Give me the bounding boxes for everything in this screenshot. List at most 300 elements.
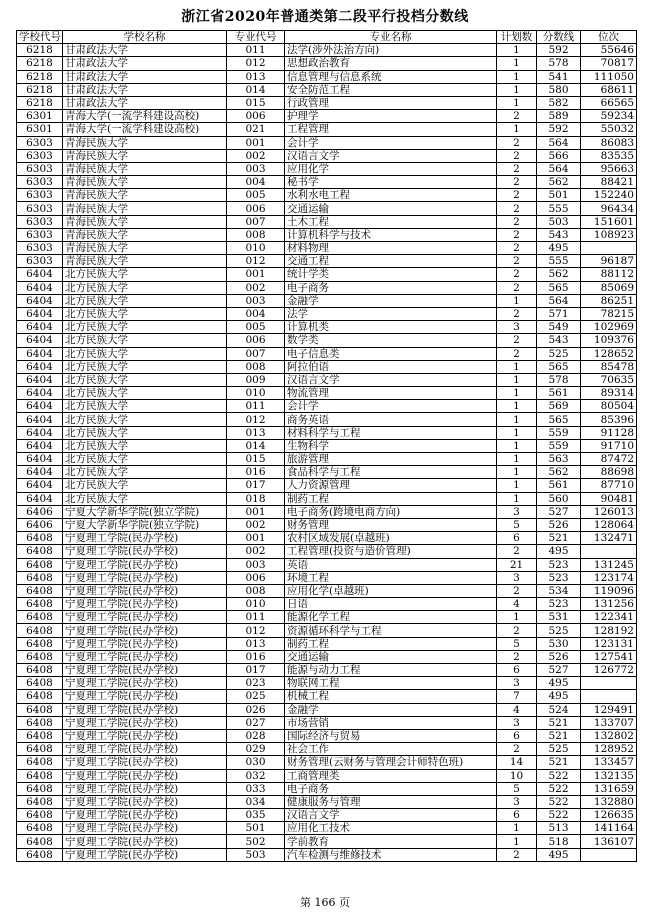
major-name-cell: 行政管理 xyxy=(285,96,497,109)
school-code-cell: 6218 xyxy=(17,44,63,57)
score-line-cell: 521 xyxy=(537,729,581,742)
major-code-cell: 002 xyxy=(227,518,285,531)
score-line-cell: 522 xyxy=(537,795,581,808)
school-name-cell: 北方民族大学 xyxy=(63,373,227,386)
plan-count-cell: 14 xyxy=(497,756,537,769)
school-name-cell: 甘肃政法大学 xyxy=(63,44,227,57)
school-code-cell: 6408 xyxy=(17,769,63,782)
score-line-cell: 525 xyxy=(537,347,581,360)
school-code-cell: 6408 xyxy=(17,835,63,848)
plan-count-cell: 1 xyxy=(497,360,537,373)
major-code-cell: 006 xyxy=(227,334,285,347)
score-line-cell: 562 xyxy=(537,176,581,189)
rank-cell: 88112 xyxy=(581,268,637,281)
plan-count-cell: 2 xyxy=(497,242,537,255)
plan-count-cell: 1 xyxy=(497,453,537,466)
score-line-cell: 518 xyxy=(537,835,581,848)
table-row xyxy=(17,822,637,835)
school-name-cell: 青海民族大学 xyxy=(63,202,227,215)
school-code-cell: 6408 xyxy=(17,822,63,835)
school-name-cell: 甘肃政法大学 xyxy=(63,96,227,109)
major-name-cell: 交通运输 xyxy=(285,202,497,215)
rank-cell: 83535 xyxy=(581,149,637,162)
major-name-cell: 资源循环科学与工程 xyxy=(285,624,497,637)
school-code-cell: 6404 xyxy=(17,347,63,360)
school-name-cell: 青海民族大学 xyxy=(63,136,227,149)
score-line-cell: 495 xyxy=(537,677,581,690)
score-line-cell: 555 xyxy=(537,202,581,215)
school-code-cell: 6408 xyxy=(17,532,63,545)
table-row xyxy=(17,492,637,505)
plan-count-cell: 2 xyxy=(497,281,537,294)
table-row xyxy=(17,532,637,545)
major-code-cell: 030 xyxy=(227,756,285,769)
major-name-cell: 会计学 xyxy=(285,400,497,413)
school-name-cell: 北方民族大学 xyxy=(63,347,227,360)
school-code-cell: 6404 xyxy=(17,307,63,320)
plan-count-cell: 1 xyxy=(497,400,537,413)
table-row xyxy=(17,255,637,268)
table-row xyxy=(17,848,637,861)
major-code-cell: 010 xyxy=(227,387,285,400)
major-code-cell: 010 xyxy=(227,598,285,611)
school-name-cell: 北方民族大学 xyxy=(63,466,227,479)
school-name-cell: 北方民族大学 xyxy=(63,400,227,413)
major-name-cell: 信息管理与信息系统 xyxy=(285,70,497,83)
major-code-cell: 009 xyxy=(227,373,285,386)
rank-cell: 132880 xyxy=(581,795,637,808)
plan-count-cell: 1 xyxy=(497,439,537,452)
score-line-cell: 562 xyxy=(537,466,581,479)
school-code-cell: 6408 xyxy=(17,795,63,808)
major-name-cell: 电子商务 xyxy=(285,782,497,795)
major-name-cell: 市场营销 xyxy=(285,716,497,729)
major-name-cell: 会计学 xyxy=(285,136,497,149)
score-line-cell: 503 xyxy=(537,215,581,228)
plan-count-cell: 2 xyxy=(497,189,537,202)
major-code-cell: 014 xyxy=(227,439,285,452)
school-name-cell: 北方民族大学 xyxy=(63,268,227,281)
school-code-cell: 6408 xyxy=(17,690,63,703)
major-name-cell: 环境工程 xyxy=(285,571,497,584)
plan-count-cell: 1 xyxy=(497,492,537,505)
major-name-cell: 工程管理(投资与造价管理) xyxy=(285,545,497,558)
rank-cell: 119096 xyxy=(581,584,637,597)
rank-cell: 131256 xyxy=(581,598,637,611)
plan-count-cell: 1 xyxy=(497,83,537,96)
plan-count-cell: 6 xyxy=(497,532,537,545)
score-line-cell: 495 xyxy=(537,848,581,861)
major-code-cell: 002 xyxy=(227,545,285,558)
school-code-cell: 6301 xyxy=(17,123,63,136)
rank-cell: 133707 xyxy=(581,716,637,729)
plan-count-cell: 1 xyxy=(497,70,537,83)
school-code-cell: 6408 xyxy=(17,782,63,795)
school-code-cell: 6303 xyxy=(17,255,63,268)
major-name-cell: 工程管理 xyxy=(285,123,497,136)
plan-count-cell: 4 xyxy=(497,598,537,611)
plan-count-cell: 2 xyxy=(497,202,537,215)
plan-count-cell: 1 xyxy=(497,96,537,109)
school-name-cell: 宁夏理工学院(民办学校) xyxy=(63,637,227,650)
table-row xyxy=(17,584,637,597)
plan-count-cell: 6 xyxy=(497,664,537,677)
score-line-cell: 524 xyxy=(537,703,581,716)
major-name-cell: 财务管理(云财务与管理会计师特色班) xyxy=(285,756,497,769)
school-name-cell: 宁夏理工学院(民办学校) xyxy=(63,677,227,690)
major-code-cell: 004 xyxy=(227,176,285,189)
header-rank: 位次 xyxy=(581,31,637,44)
table-row xyxy=(17,466,637,479)
major-code-cell: 013 xyxy=(227,637,285,650)
rank-cell: 70635 xyxy=(581,373,637,386)
school-code-cell: 6404 xyxy=(17,321,63,334)
score-line-cell: 580 xyxy=(537,83,581,96)
plan-count-cell: 5 xyxy=(497,637,537,650)
school-name-cell: 宁夏理工学院(民办学校) xyxy=(63,822,227,835)
rank-cell: 87710 xyxy=(581,479,637,492)
plan-count-cell: 3 xyxy=(497,571,537,584)
school-code-cell: 6404 xyxy=(17,439,63,452)
table-row xyxy=(17,110,637,123)
plan-count-cell: 1 xyxy=(497,387,537,400)
major-name-cell: 交通工程 xyxy=(285,255,497,268)
major-code-cell: 001 xyxy=(227,268,285,281)
major-code-cell: 021 xyxy=(227,123,285,136)
school-code-cell: 6408 xyxy=(17,598,63,611)
school-name-cell: 宁夏理工学院(民办学校) xyxy=(63,835,227,848)
school-name-cell: 北方民族大学 xyxy=(63,479,227,492)
plan-count-cell: 1 xyxy=(497,822,537,835)
score-line-cell: 559 xyxy=(537,426,581,439)
score-line-cell: 534 xyxy=(537,584,581,597)
school-code-cell: 6406 xyxy=(17,505,63,518)
school-code-cell: 6303 xyxy=(17,176,63,189)
major-code-cell: 028 xyxy=(227,729,285,742)
plan-count-cell: 5 xyxy=(497,518,537,531)
score-table xyxy=(16,30,637,862)
table-row xyxy=(17,505,637,518)
major-code-cell: 012 xyxy=(227,413,285,426)
major-code-cell: 026 xyxy=(227,703,285,716)
table-row xyxy=(17,650,637,663)
table-row xyxy=(17,518,637,531)
major-name-cell: 数学类 xyxy=(285,334,497,347)
plan-count-cell: 1 xyxy=(497,479,537,492)
plan-count-cell: 2 xyxy=(497,307,537,320)
school-code-cell: 6218 xyxy=(17,70,63,83)
rank-cell: 89314 xyxy=(581,387,637,400)
school-name-cell: 北方民族大学 xyxy=(63,492,227,505)
rank-cell: 128952 xyxy=(581,743,637,756)
rank-cell: 128064 xyxy=(581,518,637,531)
school-name-cell: 甘肃政法大学 xyxy=(63,70,227,83)
rank-cell: 85069 xyxy=(581,281,637,294)
score-line-cell: 569 xyxy=(537,400,581,413)
major-name-cell: 汉语言文学 xyxy=(285,373,497,386)
major-code-cell: 501 xyxy=(227,822,285,835)
plan-count-cell: 3 xyxy=(497,505,537,518)
school-name-cell: 宁夏理工学院(民办学校) xyxy=(63,743,227,756)
table-row xyxy=(17,571,637,584)
score-line-cell: 561 xyxy=(537,479,581,492)
major-code-cell: 023 xyxy=(227,677,285,690)
score-line-cell: 527 xyxy=(537,505,581,518)
score-line-cell: 565 xyxy=(537,360,581,373)
rank-cell: 102969 xyxy=(581,321,637,334)
plan-count-cell: 3 xyxy=(497,677,537,690)
school-name-cell: 宁夏理工学院(民办学校) xyxy=(63,664,227,677)
major-code-cell: 008 xyxy=(227,584,285,597)
rank-cell xyxy=(581,242,637,255)
score-line-cell: 521 xyxy=(537,716,581,729)
school-name-cell: 宁夏大学新华学院(独立学院) xyxy=(63,505,227,518)
score-line-cell: 592 xyxy=(537,44,581,57)
school-code-cell: 6404 xyxy=(17,413,63,426)
major-name-cell: 汽车检测与维修技术 xyxy=(285,848,497,861)
major-code-cell: 502 xyxy=(227,835,285,848)
plan-count-cell: 1 xyxy=(497,57,537,70)
table-row xyxy=(17,228,637,241)
rank-cell: 131659 xyxy=(581,782,637,795)
plan-count-cell: 21 xyxy=(497,558,537,571)
major-name-cell: 能源与动力工程 xyxy=(285,664,497,677)
table-row xyxy=(17,57,637,70)
major-code-cell: 016 xyxy=(227,466,285,479)
plan-count-cell: 1 xyxy=(497,294,537,307)
plan-count-cell: 2 xyxy=(497,162,537,175)
major-name-cell: 物联网工程 xyxy=(285,677,497,690)
table-header-row xyxy=(17,31,637,44)
page-number: 第 166 页 xyxy=(300,896,350,909)
major-code-cell: 012 xyxy=(227,624,285,637)
table-row xyxy=(17,149,637,162)
major-name-cell: 材料科学与工程 xyxy=(285,426,497,439)
plan-count-cell: 1 xyxy=(497,426,537,439)
school-code-cell: 6218 xyxy=(17,57,63,70)
table-row xyxy=(17,413,637,426)
score-line-cell: 523 xyxy=(537,558,581,571)
school-name-cell: 宁夏理工学院(民办学校) xyxy=(63,729,227,742)
school-code-cell: 6408 xyxy=(17,664,63,677)
plan-count-cell: 1 xyxy=(497,123,537,136)
rank-cell: 128652 xyxy=(581,347,637,360)
plan-count-cell: 2 xyxy=(497,848,537,861)
major-code-cell: 008 xyxy=(227,228,285,241)
school-code-cell: 6303 xyxy=(17,189,63,202)
school-code-cell: 6404 xyxy=(17,479,63,492)
major-code-cell: 001 xyxy=(227,505,285,518)
school-code-cell: 6408 xyxy=(17,571,63,584)
major-name-cell: 工商管理类 xyxy=(285,769,497,782)
rank-cell: 111050 xyxy=(581,70,637,83)
school-name-cell: 北方民族大学 xyxy=(63,307,227,320)
score-line-cell: 589 xyxy=(537,110,581,123)
plan-count-cell: 6 xyxy=(497,809,537,822)
score-line-cell: 523 xyxy=(537,598,581,611)
major-code-cell: 015 xyxy=(227,96,285,109)
score-line-cell: 531 xyxy=(537,611,581,624)
rank-cell: 122341 xyxy=(581,611,637,624)
major-code-cell: 007 xyxy=(227,347,285,360)
major-name-cell: 材料物理 xyxy=(285,242,497,255)
plan-count-cell: 2 xyxy=(497,149,537,162)
school-name-cell: 北方民族大学 xyxy=(63,453,227,466)
score-line-cell: 525 xyxy=(537,624,581,637)
score-line-cell: 562 xyxy=(537,268,581,281)
school-code-cell: 6404 xyxy=(17,387,63,400)
major-code-cell: 001 xyxy=(227,136,285,149)
school-name-cell: 青海民族大学 xyxy=(63,215,227,228)
score-line-cell: 522 xyxy=(537,782,581,795)
table-row xyxy=(17,677,637,690)
major-code-cell: 011 xyxy=(227,400,285,413)
school-name-cell: 宁夏理工学院(民办学校) xyxy=(63,558,227,571)
school-code-cell: 6408 xyxy=(17,558,63,571)
school-code-cell: 6218 xyxy=(17,83,63,96)
table-row xyxy=(17,400,637,413)
rank-cell: 85478 xyxy=(581,360,637,373)
school-name-cell: 北方民族大学 xyxy=(63,294,227,307)
rank-cell: 96187 xyxy=(581,255,637,268)
school-code-cell: 6408 xyxy=(17,677,63,690)
major-name-cell: 金融学 xyxy=(285,294,497,307)
school-code-cell: 6408 xyxy=(17,756,63,769)
major-name-cell: 物流管理 xyxy=(285,387,497,400)
school-name-cell: 宁夏理工学院(民办学校) xyxy=(63,690,227,703)
major-code-cell: 027 xyxy=(227,716,285,729)
major-code-cell: 503 xyxy=(227,848,285,861)
major-name-cell: 土木工程 xyxy=(285,215,497,228)
rank-cell: 68611 xyxy=(581,83,637,96)
plan-count-cell: 2 xyxy=(497,110,537,123)
score-line-cell: 526 xyxy=(537,518,581,531)
major-code-cell: 017 xyxy=(227,664,285,677)
rank-cell: 126772 xyxy=(581,664,637,677)
score-line-cell: 495 xyxy=(537,242,581,255)
plan-count-cell: 2 xyxy=(497,136,537,149)
table-row xyxy=(17,162,637,175)
score-line-cell: 578 xyxy=(537,57,581,70)
major-name-cell: 统计学类 xyxy=(285,268,497,281)
major-code-cell: 034 xyxy=(227,795,285,808)
score-line-cell: 530 xyxy=(537,637,581,650)
table-row xyxy=(17,347,637,360)
table-row xyxy=(17,690,637,703)
rank-cell: 133457 xyxy=(581,756,637,769)
plan-count-cell: 1 xyxy=(497,835,537,848)
score-line-cell: 555 xyxy=(537,255,581,268)
plan-count-cell: 10 xyxy=(497,769,537,782)
school-name-cell: 宁夏理工学院(民办学校) xyxy=(63,716,227,729)
major-code-cell: 032 xyxy=(227,769,285,782)
major-code-cell: 006 xyxy=(227,110,285,123)
major-code-cell: 001 xyxy=(227,532,285,545)
table-row xyxy=(17,334,637,347)
rank-cell: 132471 xyxy=(581,532,637,545)
school-name-cell: 北方民族大学 xyxy=(63,334,227,347)
table-row xyxy=(17,176,637,189)
major-code-cell: 007 xyxy=(227,215,285,228)
rank-cell: 91128 xyxy=(581,426,637,439)
school-code-cell: 6303 xyxy=(17,136,63,149)
table-row xyxy=(17,558,637,571)
major-name-cell: 计算机类 xyxy=(285,321,497,334)
table-row xyxy=(17,294,637,307)
major-name-cell: 机械工程 xyxy=(285,690,497,703)
rank-cell: 91710 xyxy=(581,439,637,452)
table-row xyxy=(17,189,637,202)
major-code-cell: 012 xyxy=(227,255,285,268)
score-line-cell: 522 xyxy=(537,809,581,822)
table-row xyxy=(17,756,637,769)
table-row xyxy=(17,453,637,466)
rank-cell xyxy=(581,677,637,690)
major-name-cell: 交通运输 xyxy=(285,650,497,663)
school-code-cell: 6408 xyxy=(17,624,63,637)
plan-count-cell: 2 xyxy=(497,334,537,347)
major-name-cell: 学前教育 xyxy=(285,835,497,848)
school-code-cell: 6303 xyxy=(17,228,63,241)
rank-cell: 132802 xyxy=(581,729,637,742)
rank-cell: 80504 xyxy=(581,400,637,413)
major-name-cell: 护理学 xyxy=(285,110,497,123)
score-line-cell: 565 xyxy=(537,281,581,294)
school-name-cell: 甘肃政法大学 xyxy=(63,83,227,96)
school-code-cell: 6408 xyxy=(17,716,63,729)
major-name-cell: 秘书学 xyxy=(285,176,497,189)
score-line-cell: 521 xyxy=(537,756,581,769)
major-code-cell: 003 xyxy=(227,162,285,175)
plan-count-cell: 3 xyxy=(497,716,537,729)
plan-count-cell: 2 xyxy=(497,268,537,281)
score-line-cell: 549 xyxy=(537,321,581,334)
school-name-cell: 宁夏理工学院(民办学校) xyxy=(63,571,227,584)
table-row xyxy=(17,729,637,742)
rank-cell: 85396 xyxy=(581,413,637,426)
table-row xyxy=(17,202,637,215)
school-name-cell: 青海民族大学 xyxy=(63,189,227,202)
major-code-cell: 010 xyxy=(227,242,285,255)
school-name-cell: 青海民族大学 xyxy=(63,149,227,162)
plan-count-cell: 3 xyxy=(497,321,537,334)
plan-count-cell: 1 xyxy=(497,44,537,57)
score-line-cell: 564 xyxy=(537,136,581,149)
school-code-cell: 6404 xyxy=(17,400,63,413)
major-name-cell: 法学(涉外法治方向) xyxy=(285,44,497,57)
table-row xyxy=(17,83,637,96)
major-code-cell: 018 xyxy=(227,492,285,505)
major-name-cell: 财务管理 xyxy=(285,518,497,531)
major-code-cell: 003 xyxy=(227,294,285,307)
major-name-cell: 汉语言文学 xyxy=(285,149,497,162)
plan-count-cell: 2 xyxy=(497,255,537,268)
table-row xyxy=(17,307,637,320)
major-code-cell: 029 xyxy=(227,743,285,756)
school-name-cell: 北方民族大学 xyxy=(63,439,227,452)
score-line-cell: 521 xyxy=(537,532,581,545)
school-name-cell: 北方民族大学 xyxy=(63,281,227,294)
major-name-cell: 制药工程 xyxy=(285,492,497,505)
rank-cell xyxy=(581,848,637,861)
major-name-cell: 健康服务与管理 xyxy=(285,795,497,808)
school-code-cell: 6404 xyxy=(17,294,63,307)
major-name-cell: 应用化学(卓越班) xyxy=(285,584,497,597)
school-code-cell: 6404 xyxy=(17,453,63,466)
score-line-cell: 561 xyxy=(537,387,581,400)
major-name-cell: 电子信息类 xyxy=(285,347,497,360)
school-name-cell: 宁夏大学新华学院(独立学院) xyxy=(63,518,227,531)
